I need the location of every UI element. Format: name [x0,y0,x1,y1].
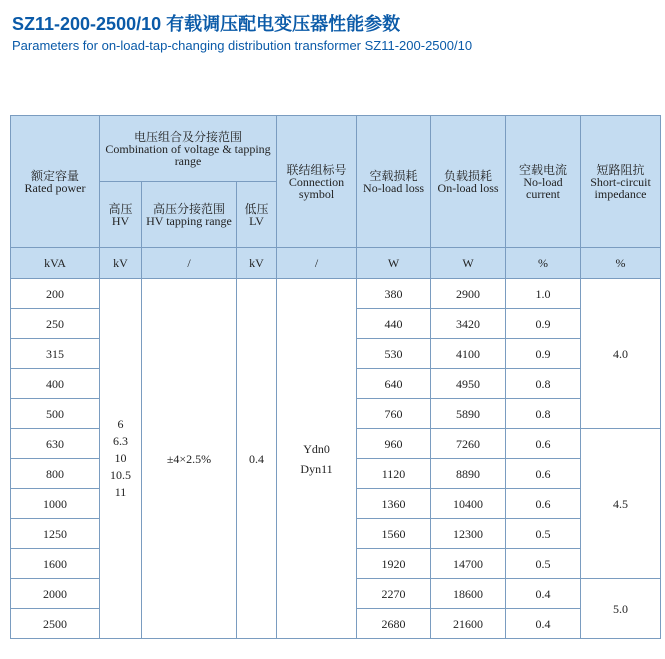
impedance-cell: 4.5 [581,429,661,579]
header-connection-en: Connection symbol [288,174,345,201]
current-cell: 0.5 [506,519,581,549]
rating-cell: 630 [11,429,100,459]
load-loss-cell: 4100 [431,339,506,369]
header-noload-loss [357,116,431,248]
connection-cell [277,279,357,639]
units-row [11,248,661,279]
lv-cell: 0.4 [237,279,277,639]
rating-cell: 500 [11,399,100,429]
current-cell: 1.0 [506,279,581,309]
current-cell: 0.4 [506,609,581,639]
unit-cell: W [357,248,431,279]
noload-loss-cell: 1120 [357,459,431,489]
table-row [11,279,661,309]
header-lv-en: LV [249,213,264,228]
hv-value: 6.3 [113,434,128,448]
header-rated-power-cn: 额定容量 [30,168,79,183]
noload-loss-cell: 960 [357,429,431,459]
header-combination [100,116,277,182]
noload-loss-cell: 1360 [357,489,431,519]
rating-cell: 1250 [11,519,100,549]
header-lv [237,182,277,248]
tapping-cell: ±4×2.5% [142,279,237,639]
unit-cell: / [142,248,237,279]
load-loss-cell: 7260 [431,429,506,459]
rating-cell: 800 [11,459,100,489]
hv-value: 11 [114,485,127,499]
page-subtitle: Parameters for on-load-tap-changing distribution transformer SZ11-200-2500/10 [12,38,473,53]
current-cell: 0.6 [506,489,581,519]
load-loss-cell: 12300 [431,519,506,549]
header-load-loss-cn: 负载损耗 [444,168,493,183]
current-cell: 0.5 [506,549,581,579]
current-cell: 0.6 [506,429,581,459]
load-loss-cell: 5890 [431,399,506,429]
rating-cell: 315 [11,339,100,369]
noload-loss-cell: 2270 [357,579,431,609]
parameters-table [10,115,661,639]
hv-cell [100,279,142,639]
rating-cell: 200 [11,279,100,309]
header-impedance-en: Short-circuit impedance [590,174,651,201]
header-noload-loss-en: No-load loss [363,180,425,195]
hv-value: 6 [117,417,124,431]
header-hv-en: HV [111,213,130,228]
noload-loss-cell: 2680 [357,609,431,639]
unit-cell: kV [100,248,142,279]
header-hv [100,182,142,248]
unit-cell: W [431,248,506,279]
current-cell: 0.8 [506,399,581,429]
unit-cell: kV [237,248,277,279]
header-hv-cn: 高压 [108,201,133,216]
header-tapping-en: HV tapping range [146,213,232,228]
load-loss-cell: 21600 [431,609,506,639]
header-load-loss [431,116,506,248]
current-cell: 0.9 [506,339,581,369]
header-tapping-cn: 高压分接范围 [152,201,225,216]
header-combination-en: Combination of voltage & tapping range [105,141,271,168]
impedance-cell: 5.0 [581,579,661,639]
page-title: SZ11-200-2500/10 有载调压配电变压器性能参数 [12,14,401,34]
header-noload-loss-cn: 空载损耗 [369,168,418,183]
header-impedance-cn: 短路阻抗 [596,162,645,177]
header-connection-cn: 联结组标号 [286,162,347,177]
rating-cell: 1000 [11,489,100,519]
current-cell: 0.9 [506,309,581,339]
load-loss-cell: 10400 [431,489,506,519]
noload-loss-cell: 640 [357,369,431,399]
header-noload-current-cn: 空载电流 [519,162,568,177]
unit-cell: % [581,248,661,279]
hv-value: 10.5 [110,468,131,482]
header-combination-cn: 电压组合及分接范围 [134,129,243,144]
header-rated-power-en: Rated power [24,180,86,195]
noload-loss-cell: 760 [357,399,431,429]
unit-cell: kVA [11,248,100,279]
noload-loss-cell: 380 [357,279,431,309]
load-loss-cell: 4950 [431,369,506,399]
header-tapping [142,182,237,248]
rating-cell: 1600 [11,549,100,579]
current-cell: 0.6 [506,459,581,489]
hv-value: 10 [114,451,127,465]
header-noload-current [506,116,581,248]
header-lv-cn: 低压 [244,201,269,216]
unit-cell: % [506,248,581,279]
unit-cell: / [277,248,357,279]
load-loss-cell: 8890 [431,459,506,489]
noload-loss-cell: 1920 [357,549,431,579]
header-rated-power [11,116,100,248]
rating-cell: 250 [11,309,100,339]
noload-loss-cell: 440 [357,309,431,339]
impedance-cell: 4.0 [581,279,661,429]
load-loss-cell: 3420 [431,309,506,339]
current-cell: 0.8 [506,369,581,399]
load-loss-cell: 18600 [431,579,506,609]
load-loss-cell: 2900 [431,279,506,309]
rating-cell: 400 [11,369,100,399]
current-cell: 0.4 [506,579,581,609]
rating-cell: 2000 [11,579,100,609]
header-connection [277,116,357,248]
header-noload-current-en: No-load current [523,174,563,201]
noload-loss-cell: 1560 [357,519,431,549]
connection-value: Ydn0 [303,441,330,456]
header-load-loss-en: On-load loss [437,180,499,195]
load-loss-cell: 14700 [431,549,506,579]
header-impedance [581,116,661,248]
connection-value: Dyn11 [300,461,333,476]
rating-cell: 2500 [11,609,100,639]
noload-loss-cell: 530 [357,339,431,369]
